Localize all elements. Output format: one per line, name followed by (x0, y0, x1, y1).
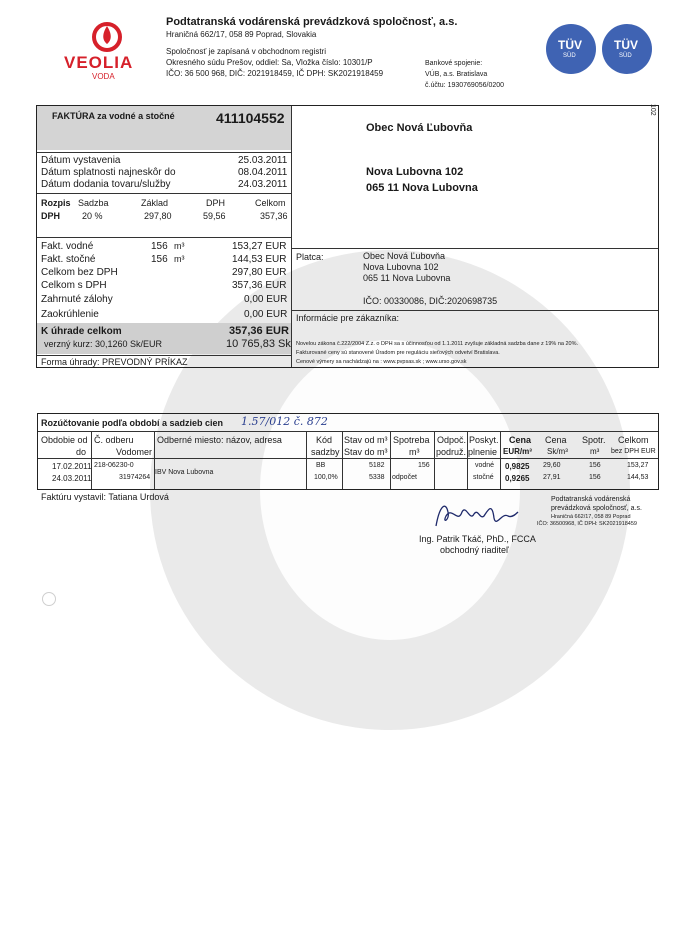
signer-role: obchodný riaditeľ (440, 545, 509, 555)
payer-name: Obec Nová Ľubovňa (363, 251, 446, 261)
row-service-sewage: stočné (473, 474, 494, 481)
payer-label: Platca: (296, 252, 324, 262)
company-address: Hraničná 662/17, 058 89 Poprad, Slovakia (166, 30, 317, 39)
info-line-2: Fakturované ceny sú stanovené Úradom pre reguláciu sieťových odvetví Bratislava. (296, 350, 500, 356)
line-water-value: 153,27 EUR (232, 241, 287, 252)
total-rounding-value: 0,00 EUR (244, 309, 288, 320)
breakdown-row-rate: 20 % (82, 211, 103, 221)
col-service: Poskyt. (469, 435, 499, 445)
recipient-street: Nova Lubovna 102 (366, 166, 464, 178)
col-code: Kód (316, 435, 333, 445)
row-price-eur-sewage: 0,9265 (505, 474, 530, 483)
col-meter: Vodomer (116, 447, 153, 457)
col-code-2: sadzby (311, 447, 340, 457)
total-advances-value: 0,00 EUR (244, 294, 288, 305)
breakdown-header-rate: Sadzba (78, 198, 109, 208)
payer-ids: IČO: 00330086, DIČ:2020698735 (363, 296, 498, 306)
col-service-2: plnenie (468, 447, 498, 457)
info-line-3: Cenové výmery sa nachádzajú na : www.pvpsas.sk ; www.urso.gov.sk (296, 359, 467, 365)
row-usage: 156 (418, 462, 430, 469)
col-usage: Spotreba (393, 435, 430, 445)
bank-name: VÚB, a.s. Bratislava (425, 71, 488, 78)
col-deduct: Odpoč. (437, 435, 467, 445)
col-usage-2-unit: m³ (590, 447, 600, 456)
col-total: Celkom (618, 435, 649, 445)
payment-form: Forma úhrady: PREVODNÝ PRÍKAZ (41, 357, 188, 367)
logo-brand: VEOLIA (64, 53, 134, 72)
line-sewage-value: 144,53 EUR (232, 254, 287, 265)
logo-sub: VODA (92, 72, 115, 81)
line-sewage-label: Fakt. stočné (41, 254, 96, 265)
stamp-line-2: prevádzková spoločnosť, a.s. (551, 505, 642, 512)
invoice-title: FAKTÚRA za vodné a stočné (52, 111, 175, 121)
info-line-1: Novelou zákona č.222/2004 Z.z. o DPH sa s účinnosťou od 1.1.2011 zvyšuje základná sadzba dane z 19% na 20%. (296, 341, 579, 347)
tuv-badge-2-sub: SÜD (619, 53, 632, 59)
recipient-name: Obec Nová Ľubovňa (366, 122, 473, 134)
col-period-from: Obdobie od (41, 435, 88, 445)
row-price-eur-water: 0,9825 (505, 462, 530, 471)
date-value-delivery: 24.03.2011 (238, 179, 288, 190)
tuv-badge-1-sub: SÜD (563, 53, 576, 59)
line-sewage-unit: m³ (174, 254, 185, 264)
date-label-due: Dátum splatnosti najneskôr do (41, 167, 176, 178)
col-price-eur: Cena (509, 435, 532, 445)
date-value-issued: 25.03.2011 (238, 155, 288, 166)
col-deduct-2: podruž. (436, 447, 467, 457)
stamp-line-3: Hraničná 662/17, 058 89 Poprad (551, 514, 631, 520)
date-value-due: 08.04.2011 (238, 167, 288, 178)
row-total-water: 153,27 (627, 462, 649, 469)
row-code: BB (316, 462, 326, 469)
bank-account: č.účtu: 1930769056/0200 (425, 82, 505, 89)
row-date-from: 17.02.2011 (52, 462, 92, 471)
col-state-to: Stav do m³ (344, 447, 388, 457)
tuv-badge-2-text: TÜV (614, 38, 638, 52)
due-value-sk: 10 765,83 Sk (226, 338, 291, 350)
row-price-sk-sewage: 27,91 (543, 474, 561, 481)
tuv-badge-1-text: TÜV (558, 38, 582, 52)
row-usage-water: 156 (589, 462, 601, 469)
breakdown-row-label: DPH (41, 211, 61, 221)
veolia-watermark-inner (260, 340, 520, 640)
col-usage-unit: m³ (409, 447, 420, 457)
row-state-to: 5338 (369, 474, 385, 481)
col-consumption-no: Č. odberu (94, 435, 134, 445)
total-advances-label: Zahrnuté zálohy (41, 294, 113, 305)
date-label-delivery: Dátum dodania tovaru/služby (41, 179, 171, 190)
col-price-eur-2: EUR/m³ (503, 447, 532, 456)
line-water-qty: 156 (151, 241, 168, 252)
info-title: Informácie pre zákazníka: (296, 313, 400, 323)
bank-label: Bankové spojenie: (425, 60, 483, 67)
total-net-value: 297,80 EUR (232, 267, 287, 278)
punch-hole (42, 592, 56, 606)
row-reading-type: odpočet (392, 474, 417, 481)
row-consumption-no: 218-06230-0 (94, 462, 134, 469)
row-service-water: vodné (475, 462, 495, 469)
row-code-share: 100,0% (314, 474, 338, 481)
recipient-city: 065 11 Nova Lubovna (366, 182, 478, 194)
date-label-issued: Dátum vystavenia (41, 155, 121, 166)
signer-name: Ing. Patrik Tkáč, PhD., FCCA (419, 534, 536, 544)
left-column-divider (291, 106, 292, 367)
due-label: K úhrade celkom (41, 326, 122, 337)
allocation-handwriting: 1.57/012 č. 872 (241, 415, 328, 428)
stamp-line-1: Podtatranská vodárenská (551, 496, 631, 503)
breakdown-header-total: Celkom (255, 198, 286, 208)
row-meter: 31974264 (119, 474, 151, 481)
breakdown-header-base: Základ (141, 198, 169, 208)
total-rounding-label: Zaokrúhlenie (41, 309, 99, 320)
invoice-number: 411104552 (216, 110, 285, 126)
exchange-rate: verzný kurz: 30,1260 Sk/EUR (44, 339, 163, 349)
col-period-to: do (76, 447, 87, 457)
signature (432, 498, 522, 534)
company-name: Podtatranská vodárenská prevádzková spoločnosť, a.s. (166, 16, 458, 28)
line-water-unit: m³ (174, 241, 185, 251)
col-place: Odberné miesto: názov, adresa (157, 435, 282, 445)
row-date-to: 24.03.2011 (52, 474, 92, 483)
row-price-sk-water: 29,60 (543, 462, 561, 469)
row-total-sewage: 144,53 (627, 474, 649, 481)
total-gross-value: 357,36 EUR (232, 280, 287, 291)
total-gross-label: Celkom s DPH (41, 280, 107, 291)
col-total-2: bez DPH EUR (611, 448, 656, 455)
allocation-title: Rozúčtovanie podľa období a sadzieb cien (41, 418, 223, 428)
register-line-2: Okresného súdu Prešov, oddiel: Sa, Vložka číslo: 10301/P (166, 58, 373, 67)
breakdown-header-rozpis: Rozpis (41, 198, 71, 208)
row-state-from: 5182 (369, 462, 385, 469)
breakdown-row-base: 297,80 (144, 211, 172, 221)
stamp-line-4: IČO: 36500968, IČ DPH: SK2021918459 (537, 521, 637, 527)
due-value: 357,36 EUR (229, 325, 289, 337)
register-line-3: IČO: 36 500 968, DIČ: 2021918459, IČ DPH: SK2021918459 (166, 69, 384, 78)
payer-street: Nova Lubovna 102 (363, 262, 439, 272)
total-net-label: Celkom bez DPH (41, 267, 118, 278)
issued-by: Faktúru vystavil: Tatiana Urdová (41, 492, 169, 502)
breakdown-row-total: 357,36 (260, 211, 288, 221)
col-usage-2: Spotr. (582, 435, 606, 445)
line-water-label: Fakt. vodné (41, 241, 94, 252)
col-price-sk-2: Sk/m³ (547, 447, 568, 456)
register-line-1: Spoločnosť je zapísaná v obchodnom registri (166, 47, 326, 56)
side-number: 102 (649, 104, 656, 116)
col-state-from: Stav od m³ (344, 435, 388, 445)
breakdown-row-vat: 59,56 (203, 211, 226, 221)
line-sewage-qty: 156 (151, 254, 168, 265)
col-price-sk: Cena (545, 435, 567, 445)
payer-city: 065 11 Nova Lubovna (363, 273, 451, 283)
row-usage-sewage: 156 (589, 474, 601, 481)
breakdown-header-vat: DPH (206, 198, 226, 208)
row-place: IBV Nova Lubovna (155, 469, 214, 476)
